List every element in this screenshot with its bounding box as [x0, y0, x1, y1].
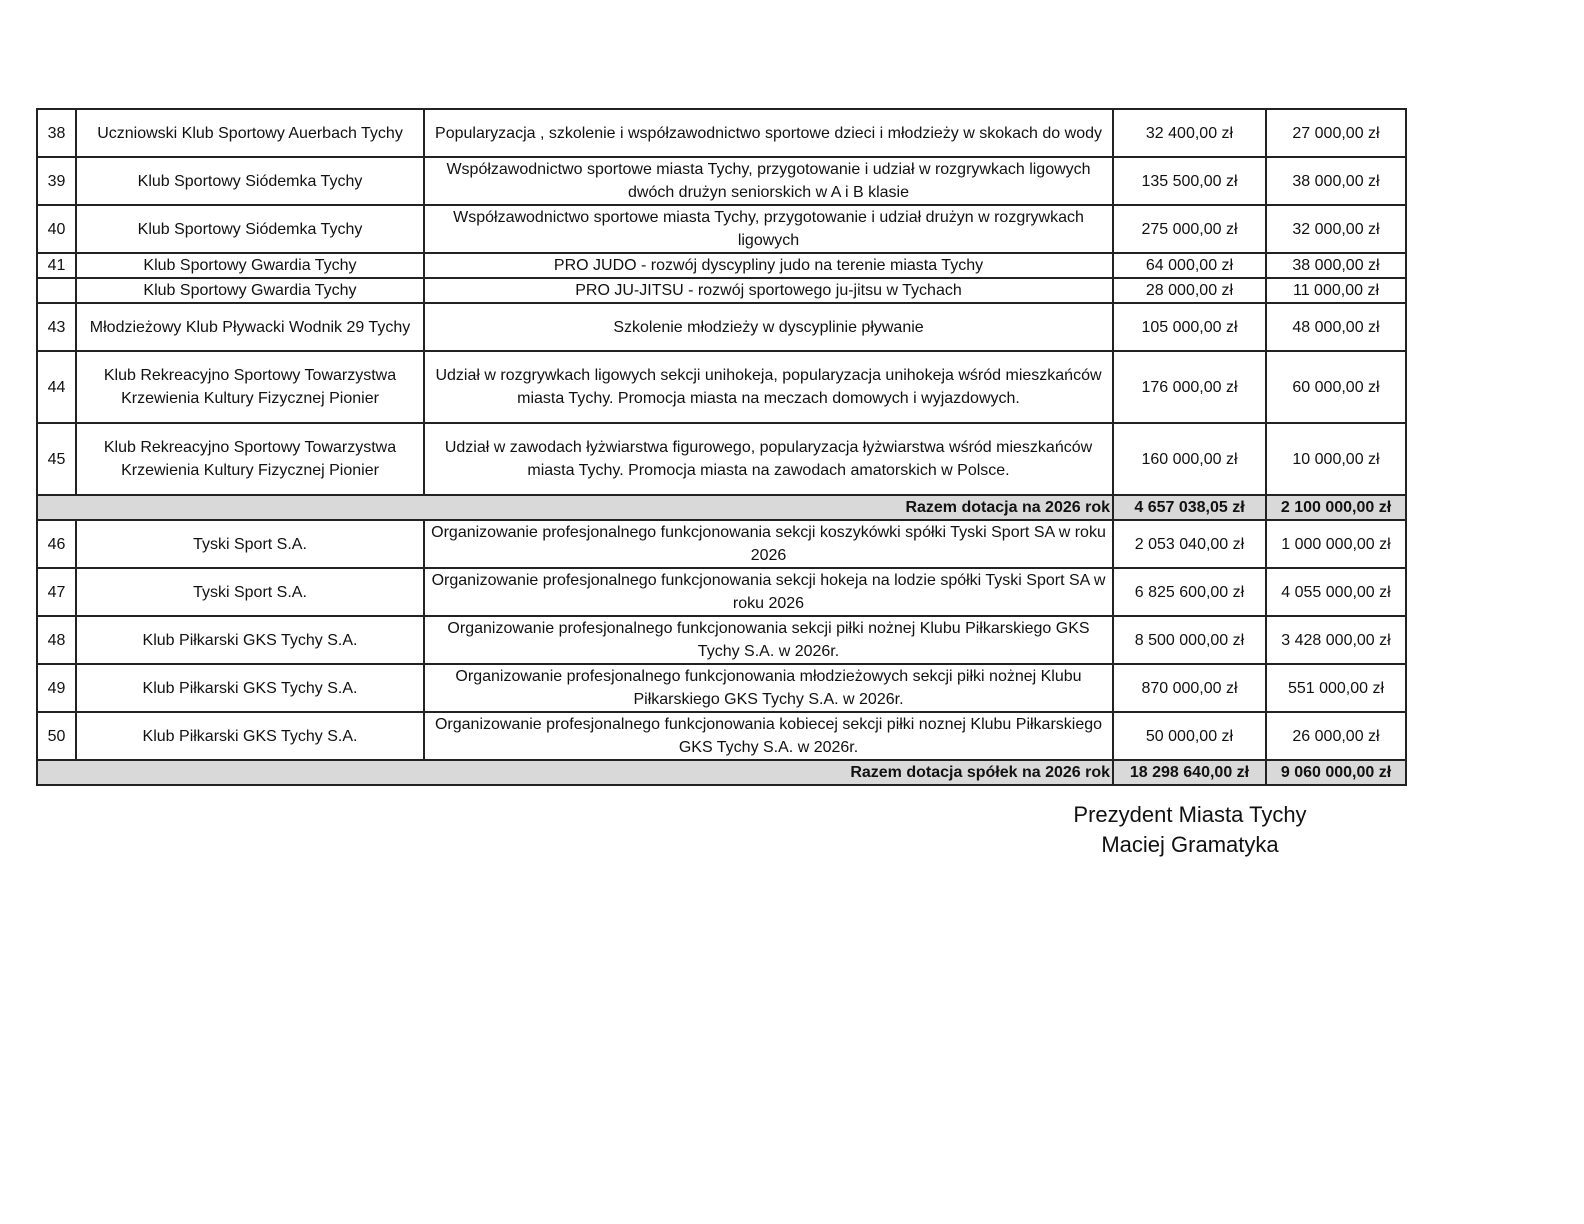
- organization-name: Klub Piłkarski GKS Tychy S.A.: [76, 712, 424, 760]
- task-description: PRO JUDO - rozwój dyscypliny judo na terenie miasta Tychy: [424, 253, 1113, 278]
- grant-amount: 4 055 000,00 zł: [1266, 568, 1406, 616]
- table-row: [37, 109, 1406, 157]
- grant-amount: 48 000,00 zł: [1266, 303, 1406, 351]
- total-cost: 6 825 600,00 zł: [1113, 568, 1266, 616]
- table-row: [37, 616, 1406, 664]
- total-row-grants: [37, 495, 1406, 520]
- grant-amount: 32 000,00 zł: [1266, 205, 1406, 253]
- organization-name: Tyski Sport S.A.: [76, 568, 424, 616]
- row-number: 45: [37, 423, 76, 495]
- signature-block: [1040, 800, 1340, 860]
- total-cost: 4 657 038,05 zł: [1113, 495, 1266, 520]
- task-description: Organizowanie profesjonalnego funkcjonowania sekcji hokeja na lodzie spółki Tyski Sport SA w roku 2026: [424, 568, 1113, 616]
- total-cost: 176 000,00 zł: [1113, 351, 1266, 423]
- organization-name: Uczniowski Klub Sportowy Auerbach Tychy: [76, 109, 424, 157]
- task-description: Udział w zawodach łyżwiarstwa figurowego, popularyzacja łyżwiarstwa wśród mieszkańców miasta Tychy. Promocja miasta na zawodach amatorskich w Polsce.: [424, 423, 1113, 495]
- grant-amount: 11 000,00 zł: [1266, 278, 1406, 303]
- row-number: 47: [37, 568, 76, 616]
- table-row: [37, 253, 1406, 278]
- total-cost: 870 000,00 zł: [1113, 664, 1266, 712]
- table-row: [37, 303, 1406, 351]
- grant-amount: 3 428 000,00 zł: [1266, 616, 1406, 664]
- row-number: 48: [37, 616, 76, 664]
- table-row: [37, 520, 1406, 568]
- table-row: [37, 157, 1406, 205]
- task-description: Udział w rozgrywkach ligowych sekcji unihokeja, popularyzacja unihokeja wśród mieszkańców miasta Tychy. Promocja miasta na meczach domowych i wyjazdowych.: [424, 351, 1113, 423]
- table-row: [37, 423, 1406, 495]
- total-cost: 50 000,00 zł: [1113, 712, 1266, 760]
- total-grant: 2 100 000,00 zł: [1266, 495, 1406, 520]
- grant-amount: 27 000,00 zł: [1266, 109, 1406, 157]
- total-cost: 8 500 000,00 zł: [1113, 616, 1266, 664]
- signature-title: Prezydent Miasta Tychy: [1073, 802, 1307, 827]
- grant-amount: 60 000,00 zł: [1266, 351, 1406, 423]
- total-cost: 275 000,00 zł: [1113, 205, 1266, 253]
- table-row: [37, 205, 1406, 253]
- grant-amount: 38 000,00 zł: [1266, 157, 1406, 205]
- table-row: [37, 568, 1406, 616]
- grant-amount: 10 000,00 zł: [1266, 423, 1406, 495]
- row-number: 49: [37, 664, 76, 712]
- total-cost: 135 500,00 zł: [1113, 157, 1266, 205]
- total-cost: 160 000,00 zł: [1113, 423, 1266, 495]
- total-cost: 32 400,00 zł: [1113, 109, 1266, 157]
- organization-name: Klub Sportowy Gwardia Tychy: [76, 278, 424, 303]
- grant-amount: 38 000,00 zł: [1266, 253, 1406, 278]
- organization-name: Klub Sportowy Siódemka Tychy: [76, 205, 424, 253]
- total-label: Razem dotacja spółek na 2026 rok: [37, 760, 1113, 785]
- row-number: 40: [37, 205, 76, 253]
- total-cost: 105 000,00 zł: [1113, 303, 1266, 351]
- row-number: 44: [37, 351, 76, 423]
- organization-name: Klub Sportowy Gwardia Tychy: [76, 253, 424, 278]
- row-number: 38: [37, 109, 76, 157]
- organization-name: Klub Rekreacyjno Sportowy Towarzystwa Krzewienia Kultury Fizycznej Pionier: [76, 351, 424, 423]
- row-number: 46: [37, 520, 76, 568]
- task-description: Współzawodnictwo sportowe miasta Tychy, przygotowanie i udział drużyn w rozgrywkach ligowych: [424, 205, 1113, 253]
- task-description: PRO JU-JITSU - rozwój sportowego ju-jitsu w Tychach: [424, 278, 1113, 303]
- organization-name: Klub Rekreacyjno Sportowy Towarzystwa Krzewienia Kultury Fizycznej Pionier: [76, 423, 424, 495]
- total-cost: 64 000,00 zł: [1113, 253, 1266, 278]
- row-number: 39: [37, 157, 76, 205]
- total-cost: 18 298 640,00 zł: [1113, 760, 1266, 785]
- task-description: Organizowanie profesjonalnego funkcjonowania sekcji piłki nożnej Klubu Piłkarskiego GKS Tychy S.A. w 2026r.: [424, 616, 1113, 664]
- task-description: Współzawodnictwo sportowe miasta Tychy, przygotowanie i udział w rozgrywkach ligowych dwóch drużyn seniorskich w A i B klasie: [424, 157, 1113, 205]
- row-number: 50: [37, 712, 76, 760]
- row-number: [37, 278, 76, 303]
- organization-name: Tyski Sport S.A.: [76, 520, 424, 568]
- total-cost: 28 000,00 zł: [1113, 278, 1266, 303]
- total-cost: 2 053 040,00 zł: [1113, 520, 1266, 568]
- total-grant: 9 060 000,00 zł: [1266, 760, 1406, 785]
- organization-name: Klub Piłkarski GKS Tychy S.A.: [76, 664, 424, 712]
- table-row: [37, 712, 1406, 760]
- row-number: 43: [37, 303, 76, 351]
- grants-table: [36, 108, 1407, 786]
- signature-name: Maciej Gramatyka: [1101, 832, 1279, 857]
- total-label: Razem dotacja na 2026 rok: [37, 495, 1113, 520]
- task-description: Popularyzacja , szkolenie i współzawodnictwo sportowe dzieci i młodzieży w skokach do wody: [424, 109, 1113, 157]
- organization-name: Młodzieżowy Klub Pływacki Wodnik 29 Tychy: [76, 303, 424, 351]
- grant-amount: 26 000,00 zł: [1266, 712, 1406, 760]
- table-row: [37, 664, 1406, 712]
- table-row: [37, 351, 1406, 423]
- task-description: Organizowanie profesjonalnego funkcjonowania sekcji koszykówki spółki Tyski Sport SA w roku 2026: [424, 520, 1113, 568]
- task-description: Organizowanie profesjonalnego funkcjonowania młodzieżowych sekcji piłki nożnej Klubu Piłkarskiego GKS Tychy S.A. w 2026r.: [424, 664, 1113, 712]
- organization-name: Klub Piłkarski GKS Tychy S.A.: [76, 616, 424, 664]
- table-row: [37, 278, 1406, 303]
- task-description: Szkolenie młodzieży w dyscyplinie pływanie: [424, 303, 1113, 351]
- row-number: 41: [37, 253, 76, 278]
- total-row-companies: [37, 760, 1406, 785]
- grant-amount: 1 000 000,00 zł: [1266, 520, 1406, 568]
- grant-amount: 551 000,00 zł: [1266, 664, 1406, 712]
- organization-name: Klub Sportowy Siódemka Tychy: [76, 157, 424, 205]
- task-description: Organizowanie profesjonalnego funkcjonowania kobiecej sekcji piłki noznej Klubu Piłkarskiego GKS Tychy S.A. w 2026r.: [424, 712, 1113, 760]
